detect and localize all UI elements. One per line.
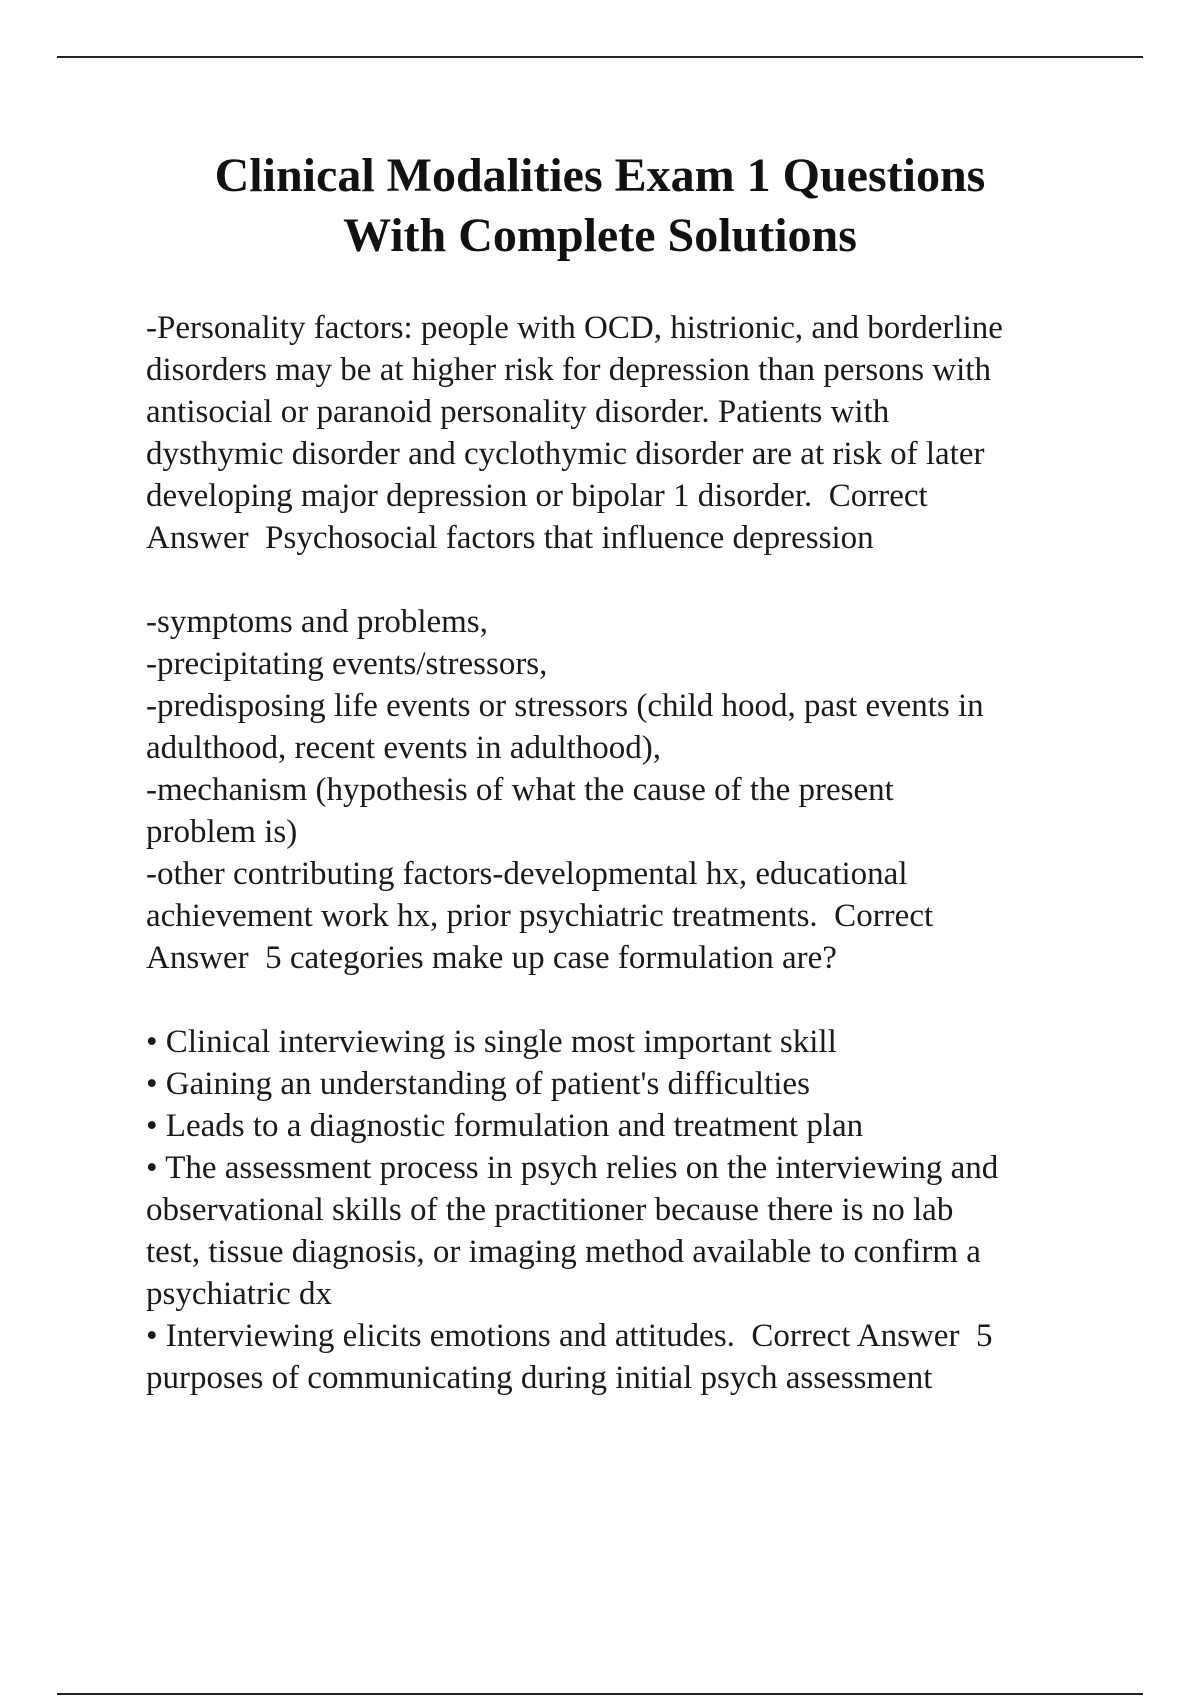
text-line: Answer 5 categories make up case formulation are? <box>146 940 837 976</box>
text-line: antisocial or paranoid personality disorder. Patients with <box>146 394 890 430</box>
text-line: adulthood, recent events in adulthood), <box>146 730 662 766</box>
text-line: • Leads to a diagnostic formulation and treatment plan <box>146 1108 864 1144</box>
text-line: developing major depression or bipolar 1 disorder. Correct <box>146 478 928 514</box>
title-line: Clinical Modalities Exam 1 Questions <box>214 149 986 202</box>
text-line: -Personality factors: people with OCD, histrionic, and borderline <box>146 310 1003 346</box>
text-line: achievement work hx, prior psychiatric treatments. Correct <box>146 898 934 934</box>
text-line: -other contributing factors-developmental hx, educational <box>146 856 908 892</box>
qa-block-initial-assessment <box>146 1021 1106 1399</box>
text-line: -predisposing life events or stressors (child hood, past events in <box>146 688 984 724</box>
text-line: • Interviewing elicits emotions and attitudes. Correct Answer 5 <box>146 1318 993 1354</box>
text-line: problem is) <box>146 814 298 850</box>
header-rule <box>57 56 1143 58</box>
qa-block-personality-factors <box>146 307 1106 559</box>
document-title <box>100 146 1100 266</box>
text-line: • Clinical interviewing is single most important skill <box>146 1024 837 1060</box>
text-line: -symptoms and problems, <box>146 604 488 640</box>
text-line: -precipitating events/stressors, <box>146 646 548 682</box>
document-body <box>146 307 1106 1441</box>
text-line: Answer Psychosocial factors that influence depression <box>146 520 874 556</box>
footer-rule <box>57 1693 1143 1695</box>
text-line: -mechanism (hypothesis of what the cause of the present <box>146 772 894 808</box>
title-line: With Complete Solutions <box>343 209 857 262</box>
text-line: psychiatric dx <box>146 1276 333 1312</box>
text-line: observational skills of the practitioner because there is no lab <box>146 1192 954 1228</box>
text-line: purposes of communicating during initial psych assessment <box>146 1360 933 1396</box>
text-line: • Gaining an understanding of patient's difficulties <box>146 1066 810 1102</box>
text-line: test, tissue diagnosis, or imaging method available to confirm a <box>146 1234 981 1270</box>
text-line: disorders may be at higher risk for depression than persons with <box>146 352 991 388</box>
qa-block-case-formulation <box>146 601 1106 979</box>
text-line: • The assessment process in psych relies on the interviewing and <box>146 1150 999 1186</box>
text-line: dysthymic disorder and cyclothymic disorder are at risk of later <box>146 436 985 472</box>
